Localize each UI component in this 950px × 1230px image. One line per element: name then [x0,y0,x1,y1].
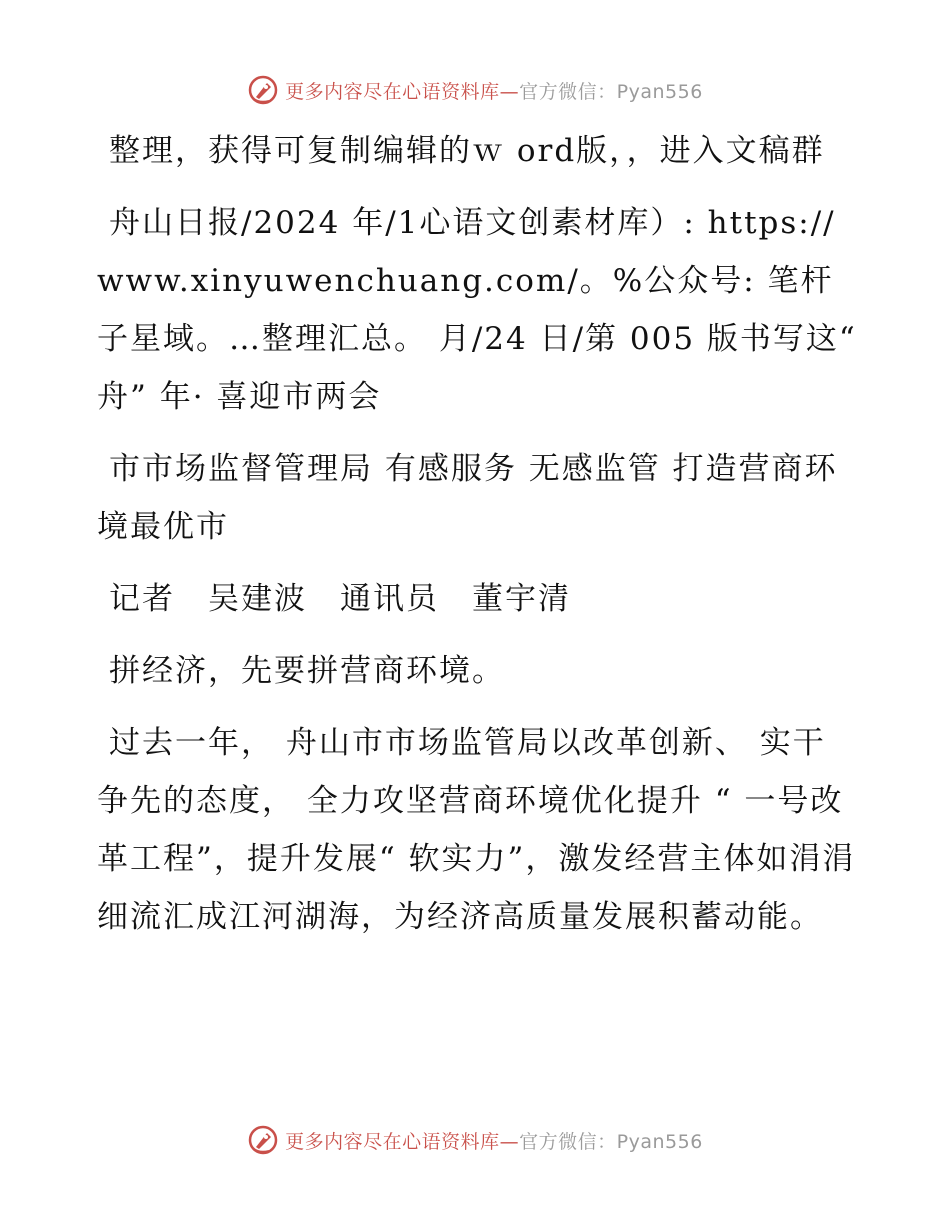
watermark-library-text: 更多内容尽在心语资料库— [285,1130,520,1153]
watermark-library-text: 更多内容尽在心语资料库— [285,80,520,103]
watermark-group [247,1124,703,1156]
paragraph-source-info: 舟山日报/2024 年/1心语文创素材库）: https://www.xinyuwenchuang.com/。%公众号: 笔杆子星域。…整理汇总。 月/24 日/第 005 版书写这“ 舟” 年· 喜迎市两会 [97,205,857,415]
article-byline: 记者 吴建波 通讯员 董宇清 [109,581,571,617]
document-body [97,122,857,960]
watermark-group [247,74,703,106]
watermark-contact-text: 官方微信：Pyan556 [519,80,703,103]
header-watermark-banner [0,70,950,110]
paragraph-body: 过去一年， 舟山市市场监管局以改革创新、 实干争先的态度， 全力攻坚营商环境优化提升 “ 一号改革工程”，提升发展“ 软实力”，激发经营主体如涓涓细流汇成江河湖海，为经济高质量发展积蓄动能。 [97,725,856,935]
article-headline: 市市场监督管理局 有感服务 无感监管 打造营商环境最优市 [97,451,838,545]
pen-nib-logo-icon [247,1124,279,1156]
pen-nib-logo-icon [247,74,279,106]
watermark-text [285,1127,703,1154]
paragraph-intro: 整理，获得可复制编辑的ｗ ord版，，进入文稿群 [109,133,825,169]
footer-watermark-banner [0,1120,950,1160]
watermark-contact-text: 官方微信：Pyan556 [519,1130,703,1153]
watermark-text [285,77,703,104]
paragraph-lead: 拼经济，先要拼营商环境。 [109,653,505,689]
